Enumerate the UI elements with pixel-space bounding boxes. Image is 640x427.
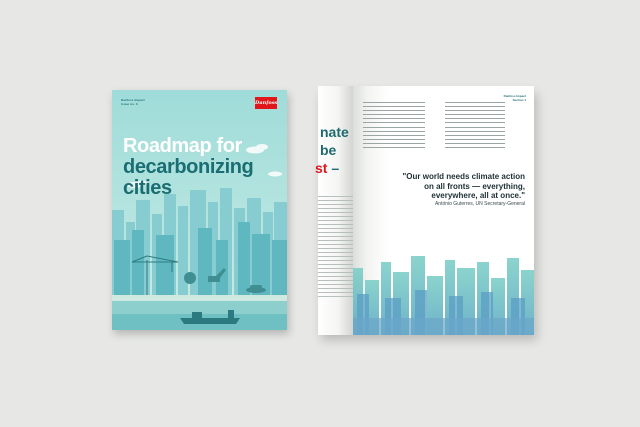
magazine-cover — [112, 90, 287, 330]
left-page-body-text — [318, 196, 355, 300]
left-page-heading-fragment-3 — [315, 160, 339, 176]
cover-kicker: Danfoss Impact — [121, 98, 145, 102]
cover-title-line-1: Roadmap for — [123, 135, 242, 157]
running-head-title: Danfoss Impact — [503, 94, 526, 98]
cover-issue-number: Issue no. 3 — [121, 102, 138, 106]
left-page-heading-dash: – — [327, 160, 340, 176]
pull-quote: "Our world needs climate action on all fronts — everything, everywhere, all at once." — [402, 172, 525, 200]
danfoss-logo: Danfoss — [255, 97, 277, 109]
city-skyline-illustration — [112, 90, 287, 330]
left-page-heading-red-text: st — [315, 160, 328, 176]
spread-left-page — [315, 86, 355, 335]
left-page-heading-fragment-1: nate — [320, 124, 349, 140]
cover-title — [123, 136, 283, 199]
spread-right-page — [353, 86, 534, 335]
pull-quote-attribution: António Guterres, UN Secretary-General — [434, 201, 525, 207]
right-page-skyline-illustration — [353, 86, 534, 335]
running-head-section: Section 1 — [512, 98, 526, 102]
left-page-heading-fragment-2: be — [320, 142, 337, 158]
cover-title-line-2: decarbonizing — [123, 156, 254, 178]
cover-title-line-3: cities — [123, 177, 172, 199]
